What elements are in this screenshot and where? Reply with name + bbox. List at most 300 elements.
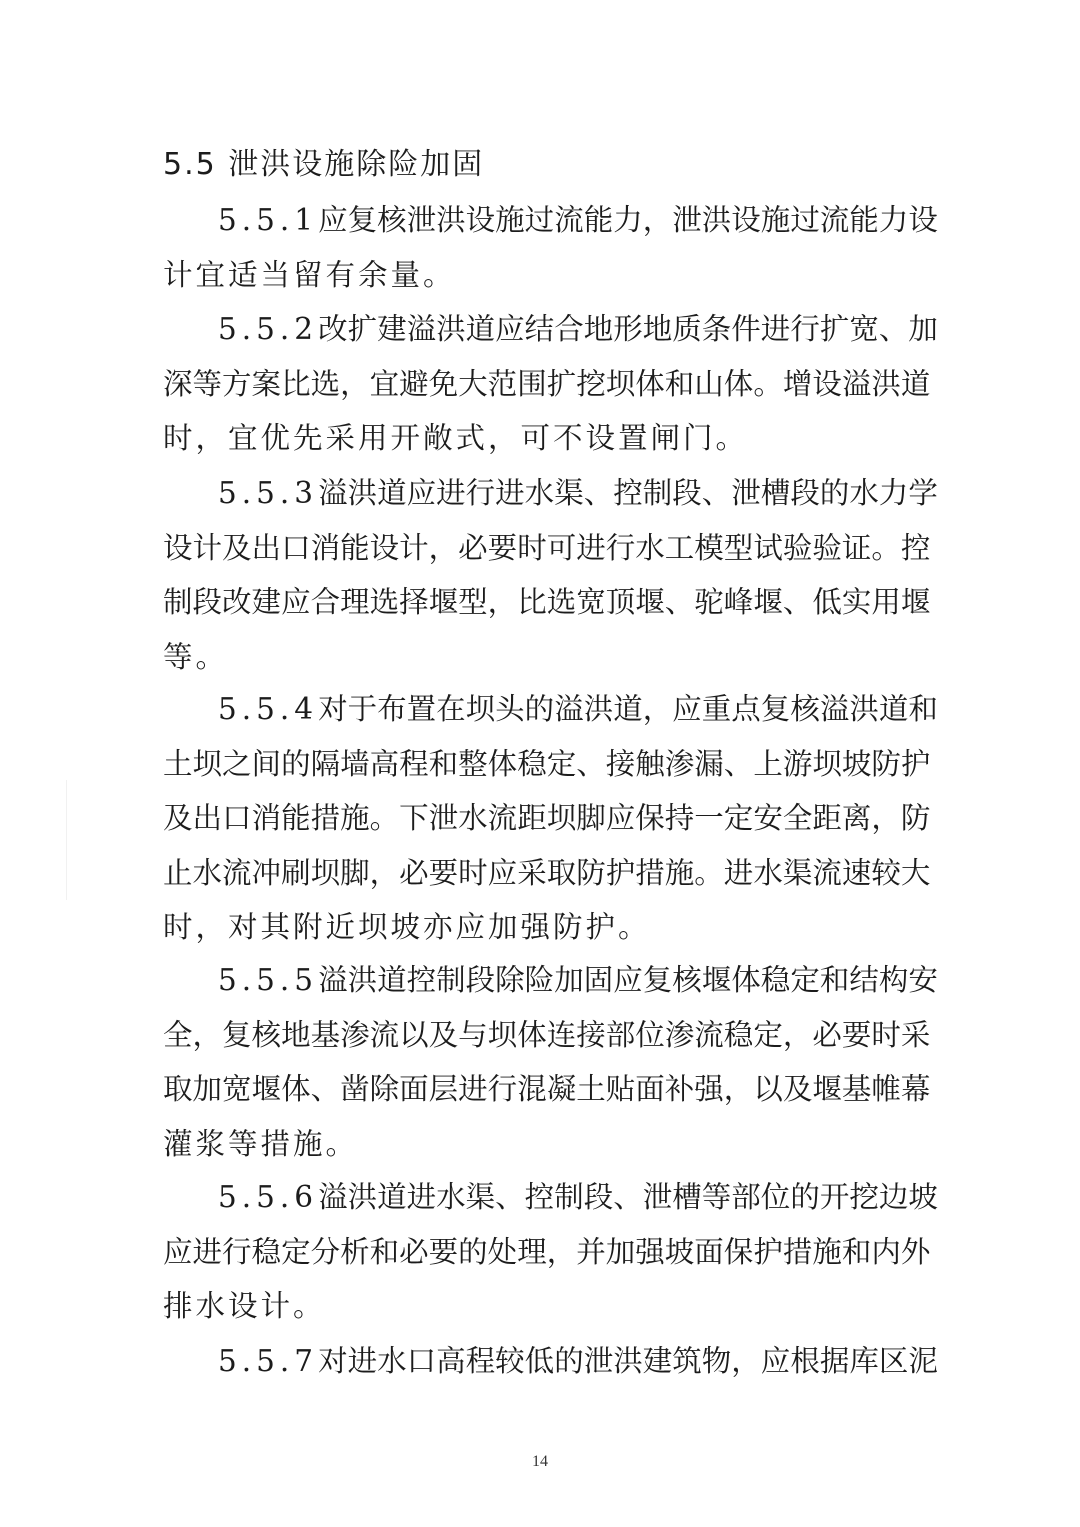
clause-line (163, 1170, 938, 1225)
text-glyph: 渗 (664, 1017, 695, 1052)
text-glyph: 应 (495, 312, 525, 346)
text-glyph: 地 (642, 312, 673, 346)
text-glyph: 置 (406, 692, 437, 726)
clause-5-5-6 (163, 1170, 938, 1334)
text-glyph: 水 (753, 855, 783, 890)
clause-line: 灌浆等措施。 (163, 1126, 359, 1161)
text-glyph: 贴 (605, 1072, 636, 1106)
text-glyph: 护 (900, 746, 931, 781)
text-glyph: 选 (369, 585, 400, 619)
text-glyph: 深 (163, 366, 193, 401)
text-glyph: 地 (281, 1017, 311, 1052)
text-glyph: 扩 (819, 312, 850, 346)
text-glyph: 槽 (672, 1180, 702, 1214)
text-glyph: 水 (436, 1180, 466, 1214)
text-glyph: 脚 (576, 801, 606, 835)
text-glyph: 挖 (576, 366, 606, 401)
text-glyph: 5.5.7 (218, 1344, 319, 1378)
text-glyph: 洪 (701, 203, 732, 237)
text-glyph: 泄 (642, 1180, 673, 1214)
text-glyph: 较 (871, 855, 901, 890)
text-glyph: 止 (163, 855, 193, 890)
text-glyph: 计 (399, 530, 429, 565)
text-glyph: 溢 (554, 692, 584, 726)
text-glyph: 。 (369, 801, 400, 835)
text-glyph: 的 (524, 692, 555, 726)
section-title: 5.5 泄洪设施除险加固 (163, 147, 485, 182)
text-glyph: 洪 (436, 312, 466, 346)
text-glyph: 结 (849, 963, 879, 997)
text-glyph: 防 (871, 746, 901, 781)
text-glyph: 顶 (605, 585, 636, 619)
text-glyph: 混 (517, 1072, 547, 1106)
text-glyph: 位 (760, 1180, 791, 1214)
text-glyph: 位 (635, 1017, 665, 1052)
text-glyph: 验 (812, 530, 842, 565)
text-glyph: ， (731, 1344, 761, 1378)
text-glyph: 帷 (871, 1072, 901, 1106)
text-glyph: 增 (782, 366, 813, 401)
text-glyph: 面 (694, 1234, 724, 1269)
text-glyph: 体 (281, 1072, 311, 1106)
text-glyph: 措 (635, 855, 665, 890)
clause-line: 计宜适当留有余量。 (163, 257, 456, 292)
text-glyph: 建 (642, 1344, 673, 1378)
text-glyph: 内 (871, 1234, 901, 1269)
text-glyph: 面 (635, 1072, 665, 1106)
text-glyph: ， (871, 801, 901, 835)
text-glyph: 分 (310, 1234, 341, 1269)
text-glyph: 水 (192, 855, 223, 890)
text-glyph: 的 (554, 1344, 584, 1378)
text-glyph: ， (723, 1072, 754, 1106)
text-glyph: 应 (163, 1234, 193, 1269)
text-glyph: 并 (576, 1234, 606, 1269)
text-glyph: 扩 (546, 366, 577, 401)
text-glyph: 采 (517, 855, 547, 890)
text-glyph: 进 (723, 855, 754, 890)
text-glyph: 峰 (723, 585, 754, 619)
text-glyph: 土 (163, 746, 193, 781)
text-glyph: 游 (782, 746, 813, 781)
text-glyph: 稳 (251, 1234, 282, 1269)
text-glyph: 面 (399, 1072, 429, 1106)
text-glyph: 库 (849, 1344, 879, 1378)
text-glyph: 段 (192, 585, 223, 619)
text-glyph: 应 (281, 585, 311, 619)
text-glyph: 堰 (900, 585, 931, 619)
text-glyph: 进 (347, 1344, 378, 1378)
text-glyph: 物 (701, 1344, 732, 1378)
clause-5-5-5 (163, 953, 938, 1171)
clause-line (163, 682, 938, 737)
text-glyph: 用 (871, 585, 901, 619)
text-glyph: 及 (222, 530, 252, 565)
clause-line: 排水设计。 (163, 1289, 326, 1323)
text-glyph: 泥 (908, 1344, 938, 1378)
text-glyph: 坝 (812, 746, 842, 781)
clause-line (163, 193, 938, 248)
clause-5-5-7 (163, 1334, 938, 1389)
text-glyph: 水 (635, 530, 665, 565)
text-glyph: 力 (878, 476, 909, 510)
text-glyph: 取 (163, 1072, 193, 1106)
text-glyph: 流 (369, 1017, 400, 1052)
text-glyph: ， (487, 585, 518, 619)
text-glyph: 保 (635, 801, 665, 835)
text-glyph: 渗 (340, 1017, 370, 1052)
text-glyph: 工 (664, 530, 695, 565)
text-glyph: 道 (900, 366, 931, 401)
text-glyph: 渗 (664, 746, 695, 781)
text-glyph: 层 (428, 1072, 459, 1106)
text-glyph: 速 (841, 855, 872, 890)
text-glyph: 渠 (554, 476, 584, 510)
text-glyph: 。 (871, 530, 901, 565)
text-glyph: 强 (694, 1072, 724, 1106)
text-glyph: 堰 (428, 585, 459, 619)
clause-line (163, 953, 938, 1008)
text-glyph: 离 (841, 801, 872, 835)
text-glyph: 加 (605, 1234, 636, 1269)
text-glyph: 稳 (760, 963, 791, 997)
text-glyph: 和 (664, 366, 695, 401)
clause-5-5-3 (163, 466, 938, 684)
text-glyph: 比 (281, 366, 311, 401)
text-glyph: 安 (753, 801, 783, 835)
text-glyph: 出 (192, 801, 223, 835)
text-glyph: 5.5.6 (218, 1180, 319, 1214)
text-glyph: 学 (908, 476, 938, 510)
text-glyph: 距 (812, 801, 842, 835)
text-glyph: 制 (436, 963, 466, 997)
text-glyph: 安 (908, 963, 938, 997)
text-glyph: 全 (782, 801, 813, 835)
clause-line (163, 575, 931, 630)
text-glyph: 行 (605, 530, 636, 565)
text-glyph: 采 (900, 1017, 931, 1052)
text-glyph: 建 (377, 312, 407, 346)
text-glyph: 流 (694, 1017, 724, 1052)
text-glyph: 、 (310, 1072, 341, 1106)
text-glyph: 渠 (465, 1180, 496, 1214)
text-glyph: 溢 (318, 963, 348, 997)
text-glyph: 施 (664, 855, 695, 890)
text-glyph: 和 (908, 692, 938, 726)
text-glyph: 外 (900, 1234, 931, 1269)
clause-line (163, 466, 938, 521)
text-glyph: 定 (546, 746, 577, 781)
text-glyph: 触 (635, 746, 665, 781)
text-glyph: 泄 (672, 203, 702, 237)
text-glyph: 型 (458, 585, 488, 619)
clause-line (163, 1062, 931, 1117)
text-glyph: 5.5.3 (218, 476, 319, 510)
text-glyph: 、 (583, 476, 614, 510)
text-glyph: 体 (731, 963, 761, 997)
text-glyph: 、 (723, 746, 754, 781)
text-glyph: 计 (192, 530, 223, 565)
text-glyph: 及 (163, 801, 193, 835)
text-glyph: ， (369, 855, 400, 890)
text-glyph: 固 (583, 963, 614, 997)
text-glyph: 体 (635, 366, 665, 401)
text-glyph: 除 (369, 1072, 400, 1106)
text-glyph: 避 (399, 366, 429, 401)
text-glyph: 下 (399, 801, 429, 835)
text-glyph: 土 (576, 1072, 606, 1106)
text-glyph: 山 (694, 366, 724, 401)
text-glyph: 洪 (347, 476, 378, 510)
text-glyph: 改 (318, 312, 348, 346)
text-glyph: 时 (871, 1017, 901, 1052)
text-glyph: 控 (613, 476, 643, 510)
text-glyph: 案 (251, 366, 282, 401)
text-glyph: 大 (458, 366, 488, 401)
text-glyph: 5.5.2 (218, 312, 319, 346)
text-glyph: 必 (399, 1234, 429, 1269)
text-glyph: 加 (908, 312, 938, 346)
text-glyph: 制 (642, 476, 673, 510)
clause-line (163, 737, 931, 792)
text-glyph: 接 (605, 746, 636, 781)
text-glyph: 出 (251, 530, 282, 565)
text-glyph: 流 (554, 203, 584, 237)
text-glyph: 防 (576, 855, 606, 890)
text-glyph: 控 (524, 1180, 555, 1214)
text-glyph: 设 (369, 530, 400, 565)
page-number: 14 (532, 1453, 548, 1470)
text-glyph: 行 (487, 1072, 518, 1106)
text-glyph: 凿 (340, 1072, 370, 1106)
text-glyph: 根 (790, 1344, 820, 1378)
text-glyph: 加 (554, 963, 584, 997)
text-glyph: 的 (281, 746, 311, 781)
text-glyph: 、 (495, 1180, 525, 1214)
text-glyph: ， (192, 1017, 223, 1052)
text-glyph: 程 (465, 1344, 496, 1378)
text-glyph: 道 (377, 476, 407, 510)
text-glyph: 合 (310, 585, 341, 619)
text-glyph: 口 (281, 530, 311, 565)
text-glyph: 坝 (465, 692, 496, 726)
clause-line (163, 846, 931, 901)
text-glyph: 基 (310, 1017, 341, 1052)
text-glyph: 以 (753, 1072, 783, 1106)
text-glyph: 建 (251, 585, 282, 619)
text-glyph: 开 (819, 1180, 850, 1214)
text-glyph: 方 (222, 366, 252, 401)
text-glyph: 力 (878, 203, 909, 237)
text-glyph: 持 (664, 801, 695, 835)
text-glyph: 洪 (436, 203, 466, 237)
text-glyph: 质 (672, 312, 702, 346)
text-glyph: 一 (694, 801, 724, 835)
text-glyph: 脚 (340, 855, 370, 890)
text-glyph: 堰 (812, 1072, 842, 1106)
text-glyph: 合 (554, 312, 584, 346)
text-glyph: 洪 (347, 963, 378, 997)
text-glyph: 洪 (613, 1344, 643, 1378)
text-glyph: 及 (782, 1072, 813, 1106)
text-glyph: 堰 (251, 1072, 282, 1106)
text-glyph: 和 (819, 963, 850, 997)
text-glyph: 水 (377, 1344, 407, 1378)
text-glyph: 、 (878, 312, 909, 346)
text-glyph: 定 (281, 1234, 311, 1269)
text-glyph: 实 (841, 585, 872, 619)
text-glyph: 必 (399, 855, 429, 890)
text-glyph: 控 (406, 963, 437, 997)
text-glyph: 复 (347, 203, 378, 237)
text-glyph: 择 (399, 585, 429, 619)
text-glyph: 稳 (723, 1017, 754, 1052)
text-glyph: 流 (819, 203, 850, 237)
text-glyph: 应 (672, 692, 702, 726)
text-glyph: 上 (753, 746, 783, 781)
text-glyph: 口 (222, 801, 252, 835)
text-glyph: 重 (701, 692, 732, 726)
text-glyph: 地 (583, 312, 614, 346)
text-glyph: 宽 (849, 312, 879, 346)
text-glyph: 要 (428, 855, 459, 890)
text-glyph: 筑 (672, 1344, 702, 1378)
text-glyph: 道 (878, 692, 909, 726)
text-glyph: 定 (790, 963, 820, 997)
text-glyph: 消 (251, 801, 282, 835)
text-glyph: 、 (701, 476, 732, 510)
text-glyph: 能 (849, 203, 879, 237)
text-glyph: 进 (458, 1072, 488, 1106)
text-glyph: 补 (664, 1072, 695, 1106)
text-glyph: 距 (517, 801, 547, 835)
text-glyph: 理 (340, 585, 370, 619)
text-glyph: 进 (192, 1234, 223, 1269)
clause-line (163, 791, 931, 846)
text-glyph: 应 (318, 203, 348, 237)
text-glyph: 试 (753, 530, 783, 565)
text-glyph: 低 (524, 1344, 555, 1378)
text-glyph: 选 (546, 585, 577, 619)
text-glyph: 设 (163, 530, 193, 565)
text-glyph: 溢 (318, 1180, 348, 1214)
scan-margin-mark (66, 780, 67, 900)
text-glyph: 验 (782, 530, 813, 565)
text-glyph: 洪 (347, 1180, 378, 1214)
text-glyph: 体 (723, 366, 754, 401)
text-glyph: 复 (222, 1017, 252, 1052)
text-glyph: 在 (436, 692, 466, 726)
text-glyph: 构 (878, 963, 909, 997)
text-glyph: 进 (406, 1180, 437, 1214)
text-glyph: 应 (406, 476, 437, 510)
text-glyph: 泄 (583, 1344, 614, 1378)
text-glyph: 取 (546, 855, 577, 890)
text-glyph: 间 (251, 746, 282, 781)
text-glyph: 行 (790, 312, 820, 346)
clause-line (163, 1334, 938, 1389)
text-glyph: 核 (790, 692, 820, 726)
text-glyph: 的 (819, 476, 850, 510)
text-glyph: 时 (458, 855, 488, 890)
text-glyph: 全 (163, 1017, 193, 1052)
text-glyph: 坝 (310, 855, 341, 890)
text-glyph: 的 (790, 1180, 820, 1214)
text-glyph: 宜 (369, 366, 400, 401)
text-glyph: 接 (576, 1017, 606, 1052)
text-glyph: 堰 (635, 585, 665, 619)
text-glyph: 泄 (731, 476, 761, 510)
text-glyph: 坡 (841, 746, 872, 781)
text-glyph: 措 (782, 1234, 813, 1269)
text-glyph: 行 (465, 476, 496, 510)
text-glyph: 、 (664, 585, 695, 619)
text-glyph: ， (428, 530, 459, 565)
text-glyph: 冲 (251, 855, 282, 890)
text-glyph: 槽 (760, 476, 791, 510)
text-glyph: 理 (517, 1234, 547, 1269)
text-glyph: 对 (318, 692, 348, 726)
text-glyph: 漏 (694, 746, 724, 781)
text-glyph: 道 (465, 312, 496, 346)
text-glyph: 制 (163, 585, 193, 619)
text-glyph: 坝 (546, 801, 577, 835)
text-glyph: 边 (878, 1180, 909, 1214)
text-glyph: 过 (524, 203, 555, 237)
text-glyph: 5.5.4 (218, 692, 319, 726)
text-glyph: 之 (222, 746, 252, 781)
text-glyph: 改 (222, 585, 252, 619)
text-glyph: 能 (340, 530, 370, 565)
text-glyph: 程 (399, 746, 429, 781)
text-glyph: 进 (495, 476, 525, 510)
text-glyph: 溢 (318, 476, 348, 510)
text-glyph: 核 (377, 203, 407, 237)
text-glyph: 坝 (487, 1017, 518, 1052)
text-glyph: 等 (701, 1180, 732, 1214)
clause-5-5-4 (163, 682, 938, 955)
text-glyph: 比 (517, 585, 547, 619)
text-glyph: 刷 (281, 855, 311, 890)
text-glyph: 必 (812, 1017, 842, 1052)
text-glyph: 设 (812, 366, 842, 401)
text-glyph: 核 (672, 963, 702, 997)
text-glyph: 泄 (406, 203, 437, 237)
text-glyph: ， (546, 1234, 577, 1269)
clause-line (163, 521, 931, 576)
text-glyph: 。 (753, 366, 783, 401)
text-glyph: 应 (613, 963, 643, 997)
text-glyph: 设 (465, 203, 496, 237)
clause-line (163, 302, 938, 357)
text-glyph: 头 (495, 692, 525, 726)
text-glyph: 流 (812, 855, 842, 890)
text-glyph: 据 (819, 1344, 850, 1378)
text-glyph: 整 (458, 746, 488, 781)
text-glyph: 区 (878, 1344, 909, 1378)
text-glyph: 洪 (583, 692, 614, 726)
text-glyph: 洪 (871, 366, 901, 401)
text-glyph: 设 (908, 203, 938, 237)
text-glyph: 坡 (664, 1234, 695, 1269)
text-glyph: 选 (310, 366, 341, 401)
text-glyph: 以 (399, 1017, 429, 1052)
text-glyph: 凝 (546, 1072, 577, 1106)
text-glyph: 设 (731, 203, 761, 237)
text-glyph: 道 (613, 692, 643, 726)
text-glyph: 对 (318, 1344, 348, 1378)
text-glyph: 能 (281, 801, 311, 835)
